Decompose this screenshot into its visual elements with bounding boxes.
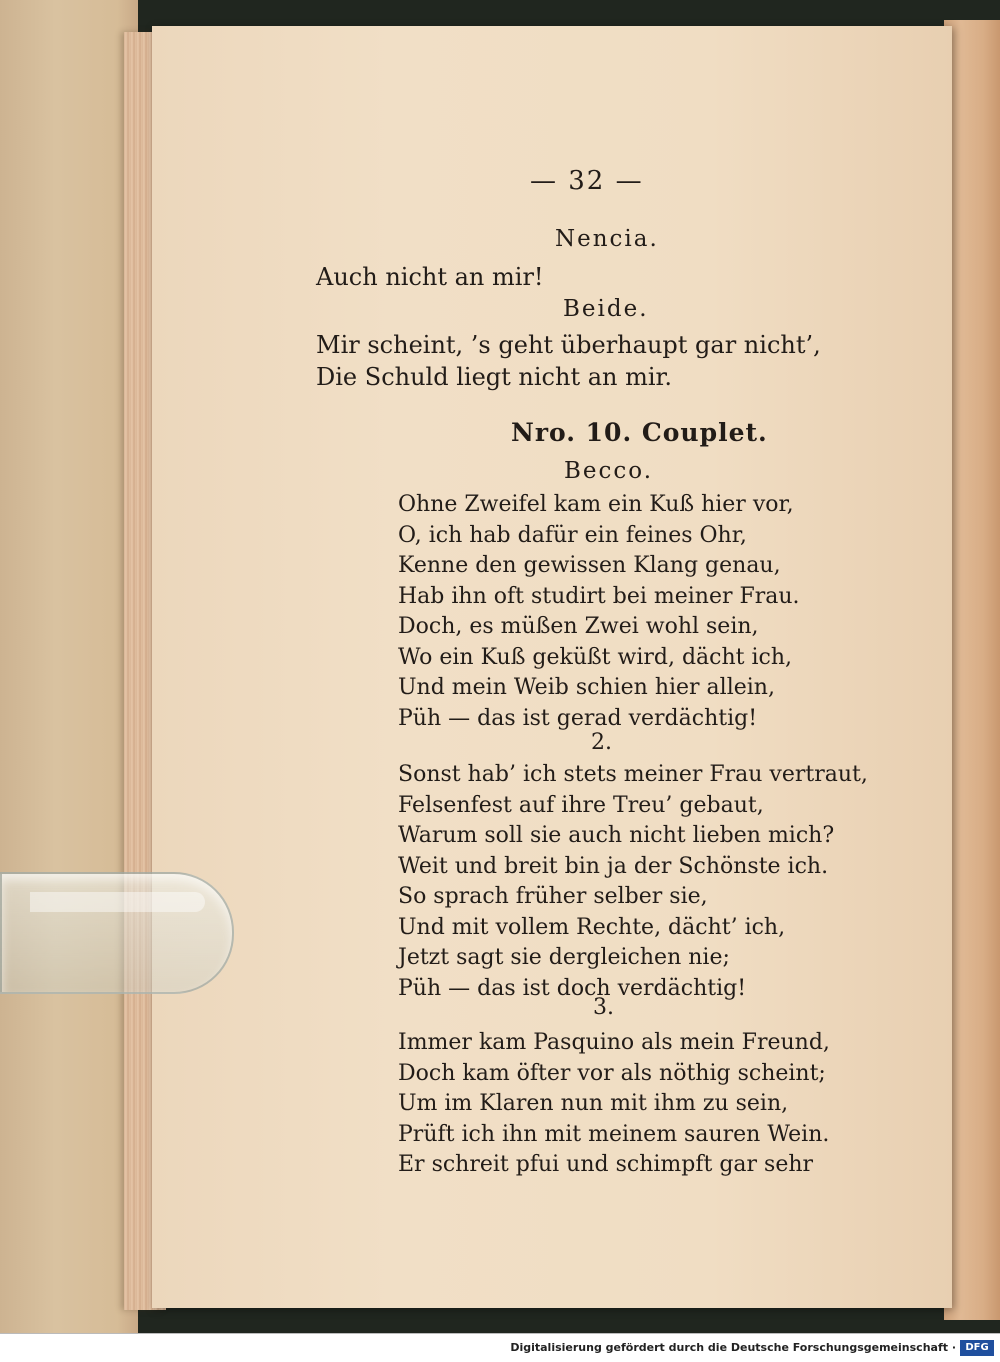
holder-highlight [30,892,205,912]
verse-line: Püh — das ist doch verdächtig! [398,975,747,1001]
plastic-page-holder [0,872,234,994]
dfg-logo: DFG [960,1340,994,1356]
verse-line: Ohne Zweifel kam ein Kuß hier vor, [398,492,794,517]
verse-line: Püh — das ist gerad verdächtig! [398,705,758,731]
left-page-margin [0,0,138,1361]
verse-line: O, ich hab dafür ein feines Ohr, [398,522,747,548]
footer-bar [0,1333,1000,1362]
stanza-3 [398,1028,830,1181]
section-heading: Nro. 10. Couplet. [511,418,768,447]
stanza-2 [398,760,868,1004]
verse-line: Und mein Weib schien hier allein, [398,675,775,700]
verse-line: Warum soll sie auch nicht lieben mich? [398,823,835,848]
stanza-1 [398,490,800,734]
verse-line: Auch nicht an mir! [316,263,544,291]
funding-notice: Digitalisierung gefördert durch die Deutsche Forschungsgemeinschaft · [510,1341,956,1354]
verse-line: Prüft ich ihn mit meinem sauren Wein. [398,1121,830,1147]
verse-line: Wo ein Kuß geküßt wird, dächt ich, [398,644,793,670]
verse-line: Felsenfest auf ihre Treu’ gebaut, [398,792,764,818]
speaker-becco: Becco. [564,458,654,484]
verse-line: Jetzt sagt sie dergleichen nie; [398,945,730,970]
verse-line: Doch, es müßen Zwei wohl sein, [398,614,759,639]
verse-line: Er schreit pfui und schimpft gar sehr [398,1152,814,1177]
verse-line: Mir scheint, ’s geht überhaupt gar nicht’, [316,331,821,359]
stanza-number: 3. [593,995,614,1020]
verse-line: Und mit vollem Rechte, dächt’ ich, [398,914,786,940]
verse-line: So sprach früher selber sie, [398,884,708,909]
verse-line: Um im Klaren nun mit ihm zu sein, [398,1091,789,1116]
verse-line: Doch kam öfter vor als nöthig scheint; [398,1060,826,1086]
right-page-edge [944,20,1000,1320]
verse-line: Die Schuld liegt nicht an mir. [316,362,673,391]
verse-line: Weit und breit bin ja der Schönste ich. [398,853,829,879]
beide-verse [316,330,821,393]
verse-line: Immer kam Pasquino als mein Freund, [398,1030,830,1055]
page-number: — 32 — [530,166,644,196]
stanza-number: 2. [591,730,612,755]
verse-line: Sonst hab’ ich stets meiner Frau vertraut, [398,762,868,787]
verse-line: Hab ihn oft studirt bei meiner Frau. [398,583,800,609]
verse-line: Kenne den gewissen Klang genau, [398,553,781,578]
speaker-nencia: Nencia. [555,226,659,252]
speaker-beide: Beide. [563,296,649,322]
